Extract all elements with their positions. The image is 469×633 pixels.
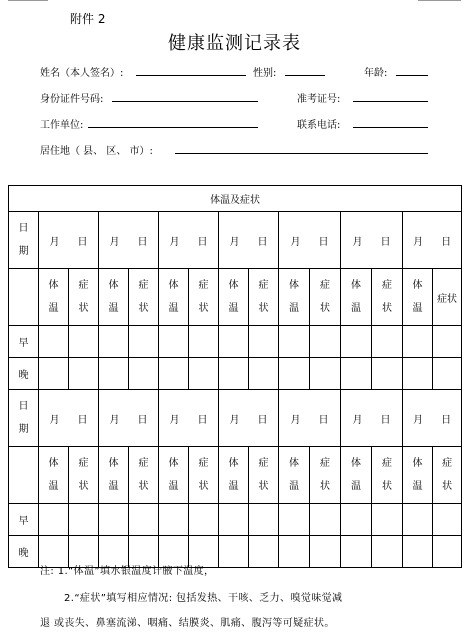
temp-header [159, 269, 189, 326]
entry-cell[interactable] [279, 536, 310, 568]
month-label: 月 [109, 236, 120, 248]
entry-cell[interactable] [372, 358, 403, 390]
entry-cell[interactable] [249, 326, 279, 358]
temp-header [39, 269, 69, 326]
column-label-row [9, 269, 462, 326]
entry-cell[interactable] [372, 504, 403, 536]
entry-cell[interactable] [189, 504, 219, 536]
month-label: 月 [352, 236, 363, 248]
evening-label: 晚 [9, 536, 39, 568]
entry-cell[interactable] [310, 326, 341, 358]
temp-char: 体 [48, 280, 59, 291]
month-day-cell[interactable] [159, 390, 219, 447]
symptom-header [129, 447, 159, 504]
month-day-cell[interactable] [99, 212, 159, 269]
page-top-rule [8, 0, 461, 1]
symptom-char: 状 [198, 303, 209, 314]
month-day-cell[interactable] [159, 212, 219, 269]
temp-header [341, 269, 372, 326]
day-label: 日 [380, 236, 391, 248]
temp-header [403, 447, 433, 504]
month-label: 月 [49, 414, 60, 426]
work-unit-label: 工作单位: [40, 120, 84, 131]
month-day-cell[interactable] [99, 390, 159, 447]
temp-char: 温 [228, 481, 239, 492]
date-label-char: 期 [18, 424, 29, 435]
note-line-3: 退 或丧失、鼻塞流涕、咽痛、结膜炎、肌痛、腹泻等可疑症状。 [40, 618, 335, 629]
symptom-char: 症 [382, 458, 392, 469]
entry-cell[interactable] [433, 326, 462, 358]
symptom-char: 状 [138, 303, 149, 314]
entry-cell[interactable] [219, 504, 249, 536]
temp-header [39, 447, 69, 504]
date-label-char: 期 [18, 246, 29, 257]
temp-char: 温 [412, 481, 423, 492]
symptom-char: 状 [258, 303, 269, 314]
temp-header [99, 447, 129, 504]
day-label: 日 [197, 236, 208, 248]
annex-label: 附件 2 [70, 12, 106, 26]
entry-cell[interactable] [39, 358, 69, 390]
temp-char: 体 [412, 458, 423, 469]
symptom-char: 症 [198, 280, 209, 291]
table-header: 体温及症状 [9, 186, 462, 212]
age-label: 年龄: [364, 68, 388, 79]
entry-cell[interactable] [279, 504, 310, 536]
day-label: 日 [318, 414, 329, 426]
entry-cell[interactable] [310, 536, 341, 568]
day-label: 日 [197, 414, 208, 426]
symptom-header [372, 447, 403, 504]
temp-header [403, 269, 433, 326]
symptom-char: 症 [138, 280, 149, 291]
entry-cell[interactable] [189, 358, 219, 390]
temp-char: 体 [289, 280, 299, 291]
morning-label: 早 [9, 504, 39, 536]
symptom-header [433, 447, 462, 504]
entry-cell[interactable] [69, 504, 99, 536]
ticket-number-label: 准考证号: [297, 94, 341, 105]
entry-cell[interactable] [403, 536, 433, 568]
symptom-char: 症 [382, 280, 392, 291]
symptom-char: 症 [78, 280, 89, 291]
entry-cell[interactable] [279, 358, 310, 390]
entry-cell[interactable] [99, 358, 129, 390]
month-day-cell[interactable] [403, 390, 462, 447]
day-label: 日 [257, 236, 268, 248]
note-line-2: 2.“症状”填写相应情况: 包括发热、干咳、乏力、嗅觉味觉减 [64, 593, 343, 604]
day-label: 日 [77, 236, 88, 248]
temp-char: 温 [108, 303, 119, 314]
symptom-char: 状 [78, 303, 89, 314]
symptom-header [189, 269, 219, 326]
temp-header [279, 447, 310, 504]
column-label-row [9, 447, 462, 504]
symptom-header [310, 447, 341, 504]
entry-cell[interactable] [279, 326, 310, 358]
month-label: 月 [229, 414, 240, 426]
symptom-char: 状 [198, 481, 209, 492]
symptom-char: 症 [258, 280, 269, 291]
entry-cell[interactable] [433, 536, 462, 568]
date-row [9, 212, 462, 269]
date-label-char: 日 [18, 401, 29, 412]
date-row [9, 390, 462, 447]
morning-row [9, 504, 462, 536]
month-day-cell[interactable] [219, 390, 279, 447]
month-label: 月 [109, 414, 120, 426]
month-day-cell[interactable] [403, 212, 462, 269]
morning-label: 早 [9, 326, 39, 358]
entry-cell[interactable] [403, 358, 433, 390]
table-header-row [9, 186, 462, 212]
temp-char: 体 [108, 280, 119, 291]
entry-cell[interactable] [249, 536, 279, 568]
date-label-cell [9, 212, 39, 269]
entry-cell[interactable] [99, 326, 129, 358]
temp-char: 温 [48, 481, 59, 492]
symptom-header [69, 447, 99, 504]
work-unit-field[interactable] [88, 127, 258, 128]
gender-label: 性别: [253, 68, 277, 79]
month-label: 月 [290, 414, 301, 426]
temp-char: 温 [168, 303, 179, 314]
month-label: 月 [229, 236, 240, 248]
month-day-cell[interactable] [341, 212, 403, 269]
month-day-cell[interactable] [219, 212, 279, 269]
day-label: 日 [137, 236, 148, 248]
symptom-char: 状 [138, 481, 149, 492]
month-label: 月 [413, 236, 424, 248]
temp-char: 体 [48, 458, 59, 469]
symptom-header [249, 269, 279, 326]
name-label: 姓名（本人签名）: [40, 68, 124, 79]
symptom-char: 状 [442, 481, 453, 492]
symptom-header [189, 447, 219, 504]
day-label: 日 [441, 236, 452, 248]
entry-cell[interactable] [129, 358, 159, 390]
day-label: 日 [318, 236, 329, 248]
temp-char: 温 [228, 303, 239, 314]
symptom-char: 状 [258, 481, 269, 492]
month-label: 月 [413, 414, 424, 426]
symptom-char: 症 [320, 280, 330, 291]
evening-label: 晚 [9, 358, 39, 390]
entry-cell[interactable] [433, 358, 462, 390]
date-label-cell [9, 390, 39, 447]
month-label: 月 [169, 414, 180, 426]
entry-cell[interactable] [341, 536, 372, 568]
temp-header [219, 269, 249, 326]
entry-cell[interactable] [129, 326, 159, 358]
month-day-cell[interactable] [279, 390, 341, 447]
entry-cell[interactable] [69, 358, 99, 390]
entry-cell[interactable] [310, 358, 341, 390]
entry-cell[interactable] [159, 504, 189, 536]
id-number-label: 身份证件号码: [40, 94, 104, 105]
temp-char: 体 [108, 458, 119, 469]
health-record-table [8, 185, 462, 568]
temp-char: 体 [228, 458, 239, 469]
month-day-cell[interactable] [39, 390, 99, 447]
entry-cell[interactable] [403, 326, 433, 358]
symptom-char: 症 [442, 458, 453, 469]
day-label: 日 [137, 414, 148, 426]
symptom-header [372, 269, 403, 326]
temp-header [99, 269, 129, 326]
entry-cell[interactable] [219, 358, 249, 390]
temp-char: 体 [168, 280, 179, 291]
gender-field[interactable] [285, 75, 325, 76]
symptom-char: 状 [382, 481, 392, 492]
symptom-char: 症 [198, 458, 209, 469]
entry-cell[interactable] [372, 536, 403, 568]
entry-cell[interactable] [341, 358, 372, 390]
entry-cell[interactable] [310, 504, 341, 536]
entry-cell[interactable] [433, 504, 462, 536]
symptom-char: 症 [138, 458, 149, 469]
day-label: 日 [257, 414, 268, 426]
entry-cell[interactable] [69, 326, 99, 358]
ticket-number-field[interactable] [353, 101, 428, 102]
entry-cell[interactable] [99, 504, 129, 536]
morning-row [9, 326, 462, 358]
id-number-field[interactable] [112, 101, 258, 102]
month-label: 月 [49, 236, 60, 248]
symptom-char: 症 [78, 458, 89, 469]
entry-cell[interactable] [403, 504, 433, 536]
age-field[interactable] [396, 75, 428, 76]
entry-cell[interactable] [219, 536, 249, 568]
note-line-1: 注: 1.“体温”填水银温度计腋下温度， [40, 566, 215, 577]
month-label: 月 [352, 414, 363, 426]
date-label-char: 日 [18, 223, 29, 234]
day-label: 日 [77, 414, 88, 426]
empty-cell [9, 269, 39, 326]
entry-cell[interactable] [249, 358, 279, 390]
entry-cell[interactable] [129, 504, 159, 536]
temp-char: 温 [289, 481, 299, 492]
entry-cell[interactable] [249, 504, 279, 536]
name-field[interactable] [136, 75, 246, 76]
month-day-cell[interactable] [341, 390, 403, 447]
symptom-char: 症 [258, 458, 269, 469]
phone-label: 联系电话: [297, 120, 341, 131]
symptom-header [69, 269, 99, 326]
phone-field[interactable] [353, 127, 428, 128]
temp-char: 温 [412, 303, 423, 314]
symptom-char: 状 [320, 481, 330, 492]
temp-char: 温 [168, 481, 179, 492]
entry-cell[interactable] [39, 326, 69, 358]
temp-char: 温 [289, 303, 299, 314]
month-day-cell[interactable] [39, 212, 99, 269]
temp-header [219, 447, 249, 504]
entry-cell[interactable] [159, 358, 189, 390]
temp-char: 体 [351, 458, 361, 469]
month-label: 月 [290, 236, 301, 248]
entry-cell[interactable] [341, 504, 372, 536]
month-label: 月 [169, 236, 180, 248]
temp-char: 温 [351, 481, 361, 492]
entry-cell[interactable] [372, 326, 403, 358]
temp-header [279, 269, 310, 326]
temp-char: 温 [108, 481, 119, 492]
temp-char: 体 [289, 458, 299, 469]
temp-char: 体 [412, 280, 423, 291]
symptom-char: 状 [78, 481, 89, 492]
entry-cell[interactable] [219, 326, 249, 358]
entry-cell[interactable] [159, 326, 189, 358]
day-label: 日 [380, 414, 391, 426]
symptom-header [310, 269, 341, 326]
temp-char: 温 [48, 303, 59, 314]
symptom-char: 症 [320, 458, 330, 469]
temp-char: 体 [351, 280, 361, 291]
day-label: 日 [441, 414, 452, 426]
symptom-header [249, 447, 279, 504]
entry-cell[interactable] [189, 326, 219, 358]
temp-header [341, 447, 372, 504]
temp-char: 温 [351, 303, 361, 314]
month-day-cell[interactable] [279, 212, 341, 269]
evening-row [9, 358, 462, 390]
entry-cell[interactable] [39, 504, 69, 536]
entry-cell[interactable] [341, 326, 372, 358]
residence-field[interactable] [175, 153, 428, 154]
temp-char: 体 [168, 458, 179, 469]
page-title: 健康监测记录表 [168, 33, 301, 54]
symptom-header [129, 269, 159, 326]
symptom-header: 症状 [433, 269, 462, 326]
temp-char: 体 [228, 280, 239, 291]
residence-label: 居住地（ 县、 区、 市）: [40, 146, 153, 157]
temp-header [159, 447, 189, 504]
symptom-char: 状 [320, 303, 330, 314]
symptom-char: 状 [382, 303, 392, 314]
empty-cell [9, 447, 39, 504]
